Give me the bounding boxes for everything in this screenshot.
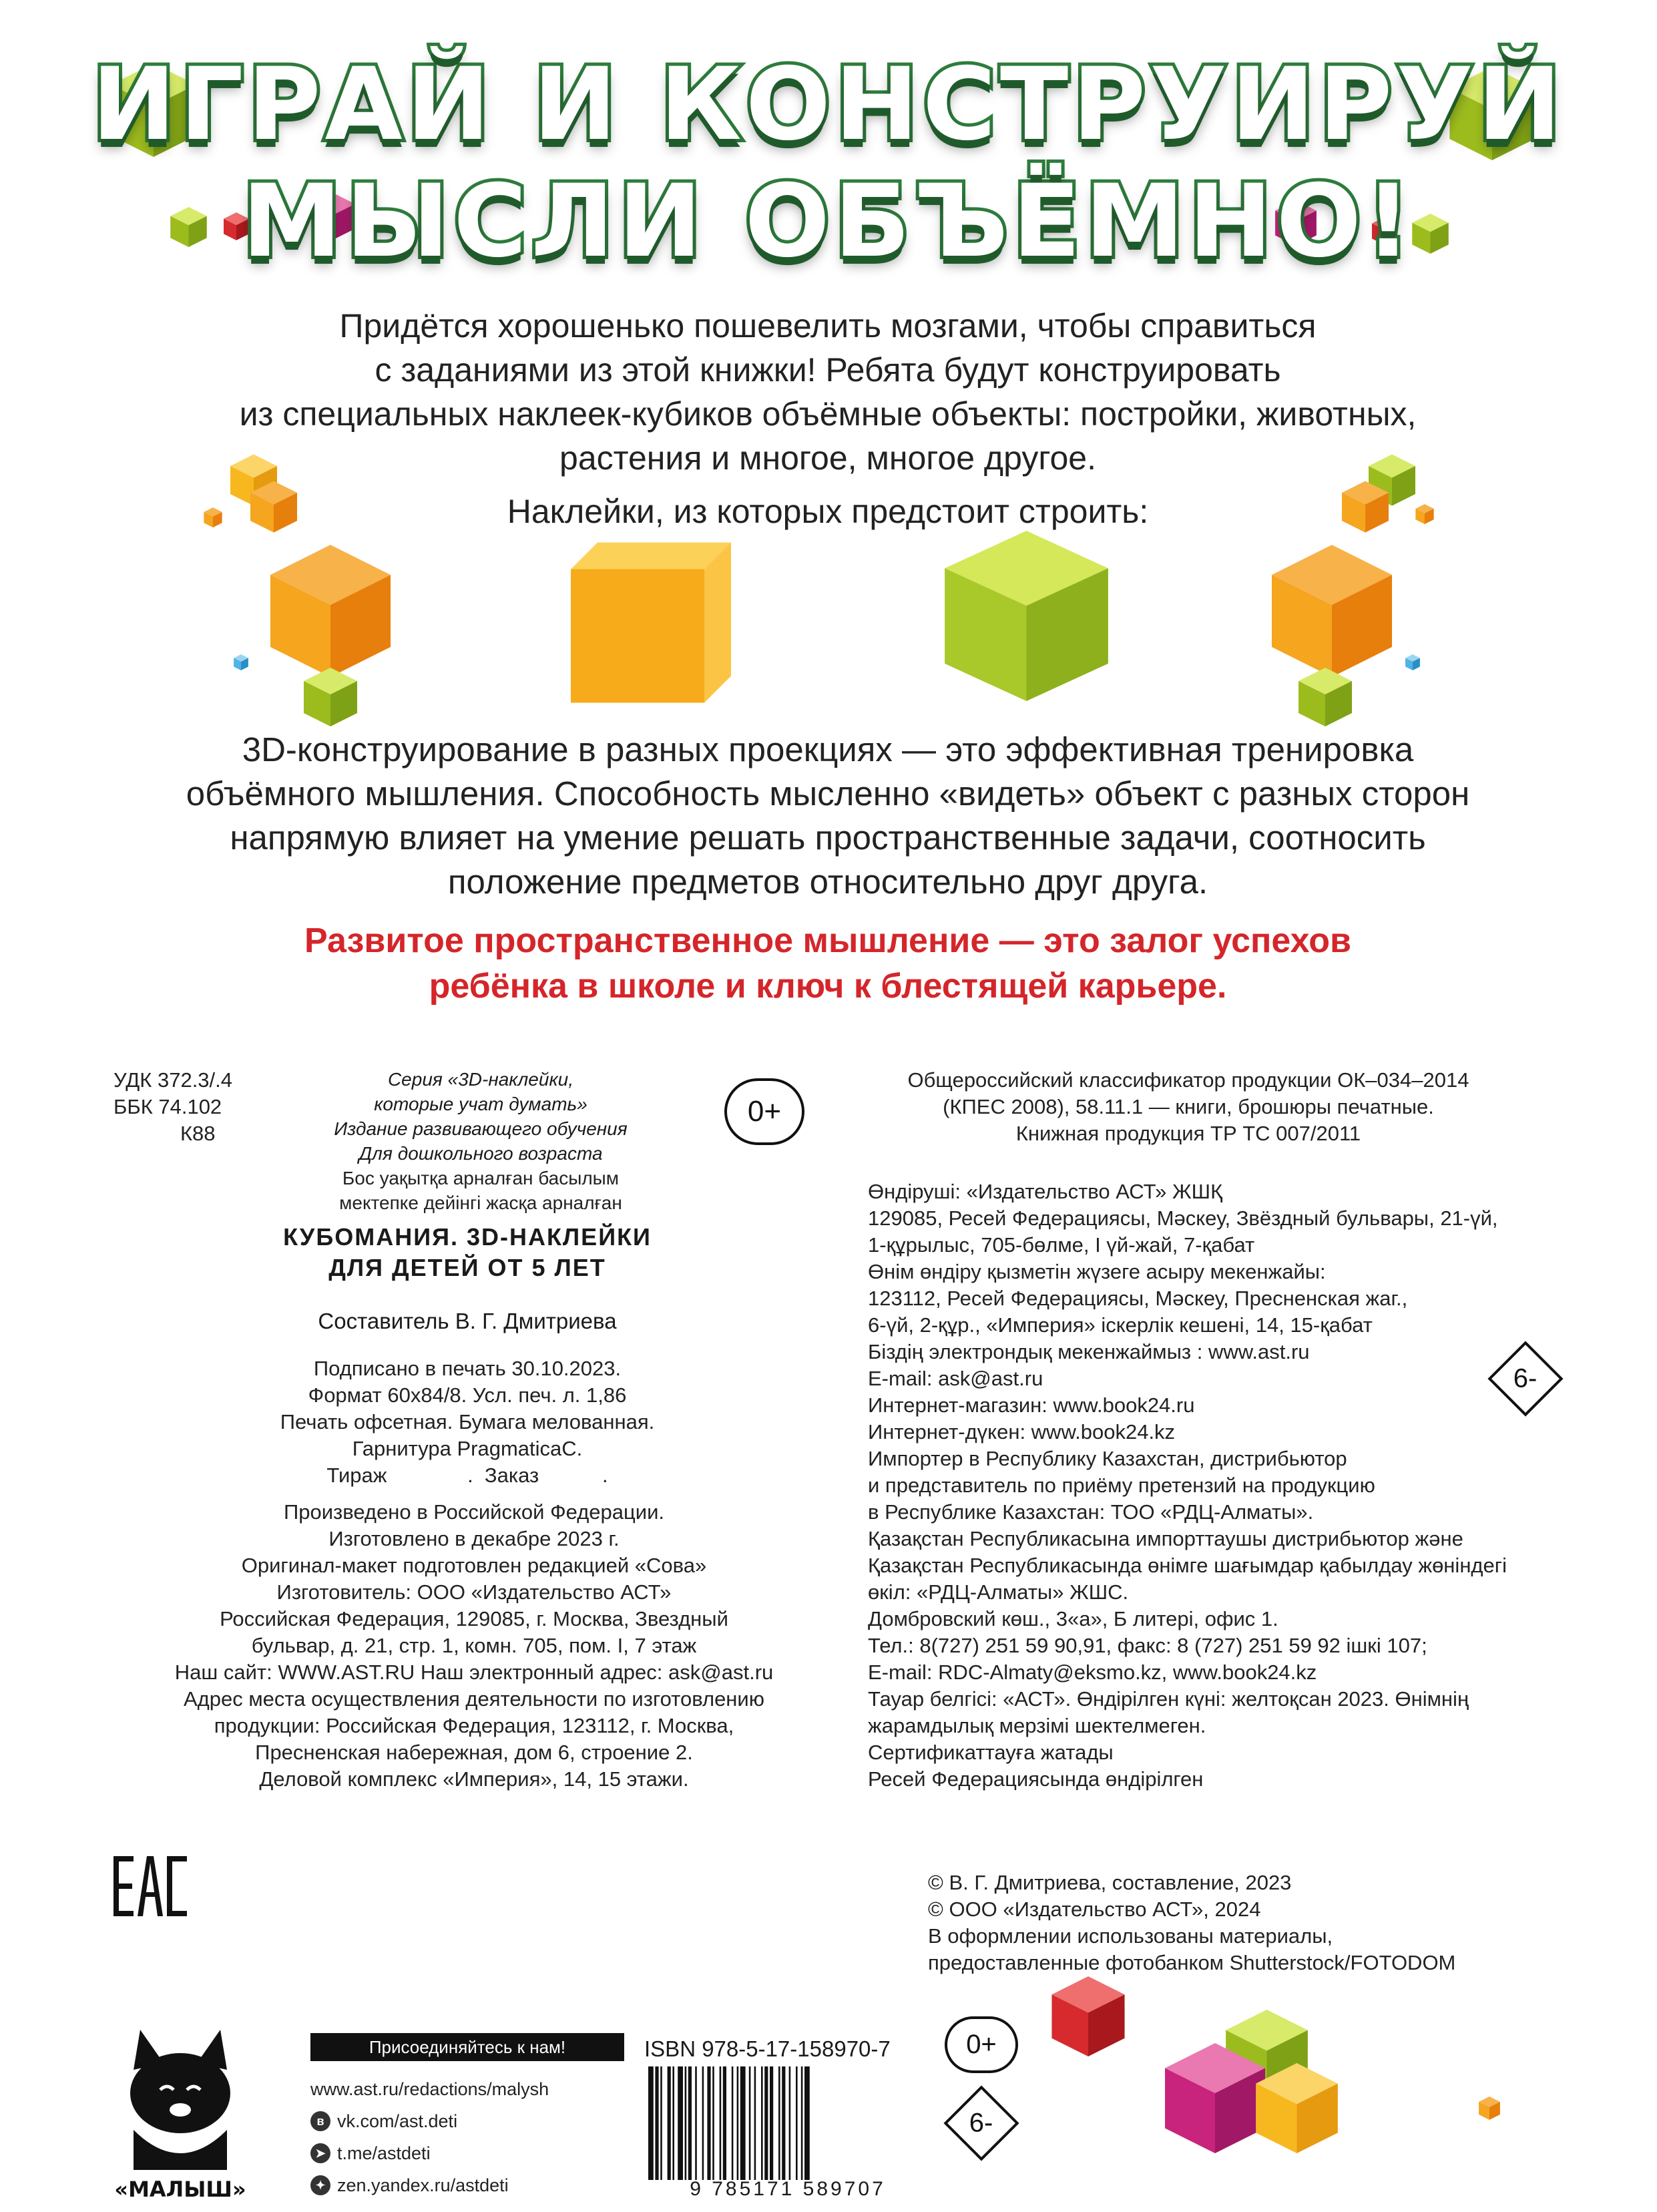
classifier-line: (КПЕС 2008), 58.11.1 — книги, брошюры печатные. (943, 1095, 1434, 1118)
book-title-line: КУБОМАНИЯ. 3D-НАКЛЕЙКИ (283, 1223, 652, 1251)
age-badge-0-bottom: 0+ (945, 2016, 1018, 2073)
decor-cube-orange-bottom-small (1479, 2096, 1500, 2120)
kz-line: и представитель по приёму претензий на продукцию (868, 1474, 1375, 1497)
print-line: Подписано в печать 30.10.2023. (313, 1357, 622, 1380)
print-line: Формат 60х84/8. Усл. печ. л. 1,86 (308, 1383, 627, 1407)
intro-text (160, 304, 1495, 543)
copyright-line: © В. Г. Дмитриева, составление, 2023 (928, 1871, 1292, 1894)
sticker-cube-orange-r (1272, 544, 1392, 678)
isbn: ISBN 978-5-17-158970-7 (644, 2036, 891, 2061)
intro-line: из специальных наклеек-кубиков объёмные объекты: постройки, животных, (239, 395, 1417, 433)
highlight-line: Развитое пространственное мышление — это залог успехов (304, 921, 1352, 960)
kazakh-line: мектепке дейінгі жасқа арналған (339, 1192, 622, 1213)
description-line: 3D-конструирование в разных проекциях — это эффективная тренировка (242, 730, 1414, 768)
decor-cube-orange-l2 (250, 481, 297, 533)
series-line: Для дошкольного возраста (359, 1143, 603, 1164)
kz-line: Тел.: 8(727) 251 59 90,91, факс: 8 (727) 251 59 92 ішкі 107; (868, 1634, 1427, 1657)
decor-cube-orange-l3 (204, 507, 222, 527)
join-us-bar: Присоединяйтесь к нам! (310, 2033, 624, 2061)
classifier-line: Общероссийский классификатор продукции ОК–034–2014 (907, 1068, 1469, 1092)
production-line: Оригинал-макет подготовлен редакцией «Сова» (241, 1554, 707, 1577)
kz-line: Ресей Федерациясында өндірілген (868, 1767, 1204, 1791)
highlight-text (93, 918, 1562, 1009)
decor-cube-yellow-bottom (1255, 2063, 1339, 2153)
vk-icon: в (310, 2111, 330, 2131)
copyright-block (928, 1869, 1596, 1976)
print-line: Печать офсетная. Бумага мелованная. (280, 1410, 655, 1433)
age-badge-0: 0+ (724, 1078, 804, 1145)
kz-line: Интернет-магазин: www.book24.ru (868, 1393, 1195, 1417)
intro-line: Придётся хорошенько пошевелить мозгами, чтобы справиться (339, 307, 1317, 345)
zen-icon: ✦ (310, 2175, 330, 2195)
book-title-line: ДЛЯ ДЕТЕЙ ОТ 5 ЛЕТ (328, 1254, 606, 1281)
title-line-2: МЫСЛИ ОБЪЁМНО! (242, 164, 1415, 280)
series-line: Издание развивающего обучения (334, 1118, 628, 1139)
decor-cube-red-bottom (1051, 1976, 1125, 2056)
udk: УДК 372.3/.4 (113, 1068, 233, 1092)
print-line: Тираж . Заказ . (326, 1464, 608, 1487)
malysh-cat-logo-icon (113, 2016, 247, 2170)
description-line: напрямую влияет на умение решать пространственные задачи, соотносить (230, 819, 1426, 857)
social-label: t.me/astdeti (337, 2143, 431, 2163)
kz-line: Домбровский көш., 3«а», Б литері, офис 1. (868, 1607, 1278, 1630)
kz-line: өкіл: «РДЦ-Алматы» ЖШС. (868, 1580, 1129, 1604)
site-link[interactable] (310, 2073, 549, 2105)
decor-cube-blue-r (1405, 654, 1420, 670)
copyright-line: © ООО «Издательство АСТ», 2024 (928, 1898, 1261, 1921)
production-line: Наш сайт: WWW.AST.RU Наш электронный адрес: ask@ast.ru (174, 1661, 774, 1684)
kazakh-line: Бос уақытқа арналған басылым (342, 1168, 620, 1188)
kz-line: 129085, Ресей Федерациясы, Мәскеу, Звёздный бульвары, 21-үй, (868, 1206, 1498, 1230)
bbk: ББК 74.102 (113, 1095, 222, 1118)
decor-cube-magenta-bottom (1165, 2043, 1265, 2153)
production-line: Изготовитель: ООО «Издательство АСТ» (276, 1580, 672, 1604)
title-line-1: ИГРАЙ И КОНСТРУИРУЙ (91, 47, 1566, 163)
copyright-line: В оформлении использованы материалы, (928, 1924, 1333, 1948)
social-link-zen[interactable] (310, 2169, 549, 2201)
age-badge-6-label: 6- (1513, 1363, 1537, 1393)
kz-line: 6-үй, 2-құр., «Империя» іскерлік кешені, 14, 15-қабат (868, 1313, 1373, 1337)
book-title (234, 1222, 701, 1283)
telegram-icon: ➤ (310, 2143, 330, 2163)
highlight-line: ребёнка в школе и ключ к блестящей карьере. (429, 967, 1227, 1006)
kz-line: Қазақстан Республикасында өнімге шағымдар қабылдау жөніндегі (868, 1554, 1507, 1577)
age-badge-6-bottom (943, 2085, 1019, 2161)
description-line: положение предметов относительно друг друга. (447, 863, 1208, 901)
malysh-logo-text: «МАЛЫШ» (114, 2177, 246, 2202)
description-line: объёмного мышления. Способность мысленно «видеть» объект с разных сторон (186, 775, 1470, 813)
production-line: бульвар, д. 21, стр. 1, комн. 705, пом. I, 7 этаж (251, 1634, 697, 1657)
social-label: zen.yandex.ru/astdeti (337, 2175, 509, 2195)
kz-line: в Республике Казахстан: ТОО «РДЦ-Алматы». (868, 1500, 1314, 1524)
kz-info-block (868, 1178, 1589, 1793)
compiler: Составитель В. Г. Дмитриева (318, 1309, 617, 1333)
kz-line: 123112, Ресей Федерациясы, Мәскеу, Пресненская жаг., (868, 1287, 1408, 1310)
classifier-block (855, 1067, 1522, 1147)
production-line: Деловой комплекс «Империя», 14, 15 этажи. (259, 1767, 689, 1791)
print-line: Гарнитура PragmaticaC. (352, 1437, 583, 1460)
kz-line: Импортер в Республику Казахстан, дистрибьютор (868, 1447, 1347, 1470)
series-line: Серия «3D-наклейки, (387, 1069, 574, 1090)
sticker-cube-green (945, 531, 1108, 701)
production-line: Произведено в Российской Федерации. (283, 1500, 665, 1524)
udk-block (113, 1067, 274, 1147)
production-line: продукции: Российская Федерация, 123112, г. Москва, (214, 1714, 734, 1737)
barcode-number: 9 785171 589707 (690, 2178, 886, 2200)
decor-cube-orange-r3 (1415, 504, 1434, 524)
kz-line: жарамдылық мерзімі шектелмеген. (868, 1714, 1206, 1737)
stickers-caption: Наклейки, из которых предстоит строить: (507, 493, 1149, 530)
production-line: Пресненская набережная, дом 6, строение 2. (255, 1741, 693, 1764)
kz-line: Біздің электрондық мекенжаймыз : www.ast.ru (868, 1340, 1310, 1363)
intro-line: с заданиями из этой книжки! Ребята будут конструировать (375, 351, 1281, 389)
kz-line: Сертификаттауға жатады (868, 1741, 1114, 1764)
decor-cube-blue-l (234, 654, 248, 670)
classifier-line: Книжная продукция ТР ТС 007/2011 (1015, 1122, 1361, 1145)
kz-line: E-mail: RDC-Almaty@eksmo.kz, www.book24.kz (868, 1661, 1317, 1684)
production-line: Изготовлено в декабре 2023 г. (328, 1527, 620, 1550)
social-label: vk.com/ast.deti (337, 2111, 458, 2131)
production-line: Адрес места осуществления деятельности по изготовлению (184, 1687, 764, 1711)
kz-line: Өндіруші: «Издательство АСТ» ЖШҚ (868, 1180, 1223, 1203)
kz-line: Тауар белгісі: «АСТ». Өндірілген күні: желтоқсан 2023. Өнімнің (868, 1687, 1469, 1711)
kz-line: Өнім өндіру қызметін жүзеге асыру мекенжайы: (868, 1260, 1326, 1283)
copyright-line: предоставленные фотобанком Shutterstock/FOTODOM (928, 1951, 1456, 1974)
kz-line: 1-құрылыс, 705-бөлме, I үй-жай, 7-қабат (868, 1233, 1255, 1257)
intro-line: растения и многое, многое другое. (559, 439, 1096, 477)
production-info (113, 1499, 835, 1793)
production-line: Российская Федерация, 129085, г. Москва, Звездный (220, 1607, 728, 1630)
description-text (93, 728, 1562, 904)
eac-mark-icon (113, 1856, 187, 1916)
series-block (280, 1067, 681, 1215)
kz-line: Интернет-дүкен: www.book24.kz (868, 1420, 1176, 1444)
social-link-vk[interactable] (310, 2105, 549, 2137)
decor-cube-orange-r2 (1342, 481, 1389, 533)
barcode-icon (644, 2066, 931, 2180)
age-badge-6-bottom-label: 6- (969, 2108, 993, 2138)
k-code: К88 (180, 1122, 216, 1145)
kz-line: E-mail: ask@ast.ru (868, 1367, 1043, 1390)
decor-cube-green-l4 (304, 668, 357, 726)
site-label: www.ast.ru/redactions/malysh (310, 2079, 549, 2099)
social-link-telegram[interactable] (310, 2137, 549, 2169)
decor-cube-green-r4 (1298, 668, 1352, 726)
sticker-cube-orange (270, 544, 391, 678)
social-links (310, 2073, 549, 2201)
kz-line: Қазақстан Республикасына импорттаушы дистрибьютор және (868, 1527, 1463, 1550)
series-line: которые учат думать» (374, 1094, 587, 1114)
sticker-cube-yellow (571, 541, 731, 704)
print-info (200, 1355, 734, 1489)
